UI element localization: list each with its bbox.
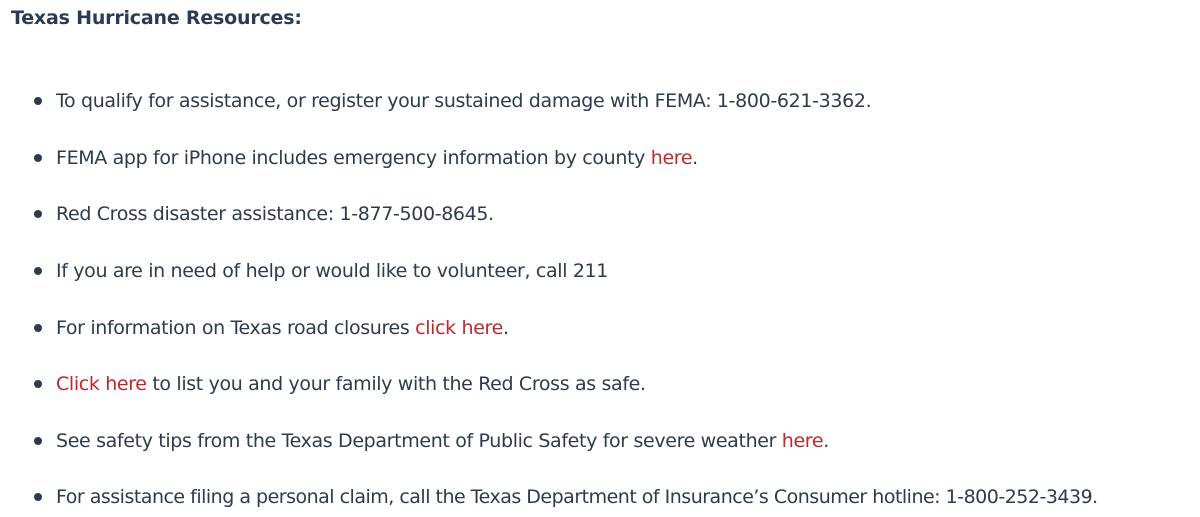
bullet-icon bbox=[34, 380, 42, 388]
bullet-icon bbox=[34, 154, 42, 162]
list-item-text bbox=[56, 426, 829, 456]
road-closures-link[interactable]: click here bbox=[415, 317, 503, 339]
section-title: Texas Hurricane Resources: bbox=[11, 7, 302, 29]
bullet-icon bbox=[34, 437, 42, 445]
item-text-before: For information on Texas road closures bbox=[56, 317, 416, 339]
item-text-before: To qualify for assistance, or register your sustained damage with FEMA: 1-800-621-3362. bbox=[56, 90, 872, 112]
item-text-after: to list you and your family with the Red Cross as safe. bbox=[146, 373, 646, 395]
item-text-before: If you are in need of help or would like to volunteer, call 211 bbox=[56, 260, 609, 282]
safety-tips-link[interactable]: here bbox=[781, 430, 824, 452]
bullet-icon bbox=[34, 324, 42, 332]
bullet-icon bbox=[34, 267, 42, 275]
list-item-text bbox=[56, 313, 509, 343]
item-text-before: Red Cross disaster assistance: 1-877-500-8645. bbox=[56, 203, 494, 225]
bullet-icon bbox=[34, 493, 42, 501]
item-text-before: For assistance filing a personal claim, call the Texas Department of Insurance’s Consumer hotline: 1-800-252-3439. bbox=[56, 486, 1098, 508]
item-text-after: . bbox=[692, 147, 698, 169]
item-text-before: See safety tips from the Texas Department of Public Safety for severe weather bbox=[56, 430, 782, 452]
bullet-icon bbox=[34, 97, 42, 105]
item-text-after: . bbox=[823, 430, 829, 452]
list-item-text bbox=[56, 256, 608, 286]
item-text-before: FEMA app for iPhone includes emergency information by county bbox=[56, 147, 651, 169]
item-text-after: . bbox=[502, 317, 509, 339]
fema-app-here-link[interactable]: here bbox=[650, 147, 693, 169]
list-item-text bbox=[56, 482, 1098, 512]
safe-list-link[interactable]: Click here bbox=[56, 373, 147, 395]
list-item-text bbox=[56, 369, 646, 399]
list-item-text bbox=[56, 86, 871, 116]
bullet-icon bbox=[34, 210, 42, 218]
list-item-text bbox=[56, 143, 698, 173]
list-item-text bbox=[56, 199, 494, 229]
